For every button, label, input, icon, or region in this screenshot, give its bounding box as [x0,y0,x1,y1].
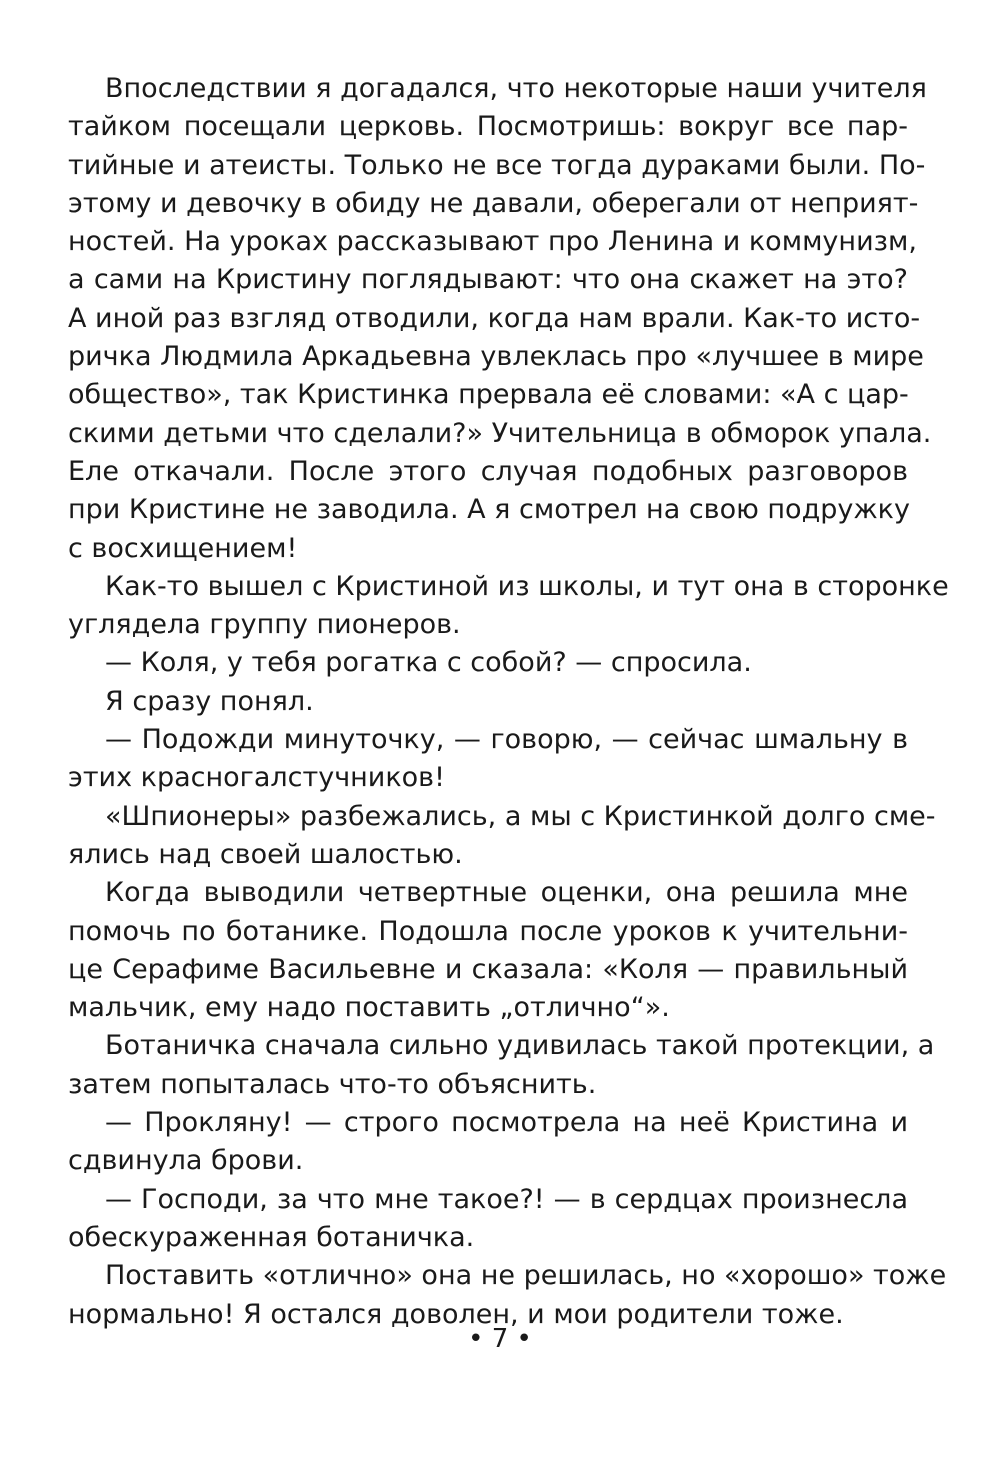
text-line: при Кристине не заводила. А я смотрел на свою подружку [68,494,910,526]
text-line: «Шпионеры» разбежались, а мы с Кристинкой долго сме- [105,800,936,832]
page-number: • 7 • [468,1324,532,1354]
text-line: мальчик, ему надо поставить „отлично“». [68,992,670,1024]
text-line: тайком посещали церковь. Посмотришь: вокруг все пар- [68,111,908,143]
text-line: — Подожди минуточку, — говорю, — сейчас шмальну в [105,724,908,756]
text-line: тийные и атеисты. Только не все тогда дураками были. По- [68,149,926,181]
text-line: Как-то вышел с Кристиной из школы, и тут она в сторонке [105,570,949,602]
text-line: Впоследствии я догадался, что некоторые наши учителя [105,73,927,104]
text-line: ностей. На уроках рассказывают про Ленина и коммунизм, [68,226,917,258]
text-line: Еле откачали. После этого случая подобных разговоров [68,455,908,487]
text-line: — Прокляну! — строго посмотрела на неё Кристина и [105,1107,908,1139]
text-line: Когда выводили четвертные оценки, она решила мне [105,877,908,909]
text-line: це Серафиме Васильевне и сказала: «Коля — правильный [68,953,908,985]
text-line: Поставить «отлично» она не решилась, но «хорошо» тоже [105,1260,947,1292]
text-line: с восхищением! [68,532,298,564]
text-line: углядела группу пионеров. [68,609,461,641]
text-line: скими детьми что сделали?» Учительница в обморок упала. [68,417,932,449]
text-line: Ботаничка сначала сильно удивилась такой протекции, а [105,1030,935,1062]
body-text [68,70,949,1334]
text-line: ялись над своей шалостью. [68,838,463,870]
text-line: общество», так Кристинка прервала её словами: «А с цар- [68,379,909,411]
text-line: А иной раз взгляд отводили, когда нам врали. Как-то исто- [68,302,921,334]
text-line: ричка Людмила Аркадьевна увлеклась про «лучшее в мире [68,341,924,373]
text-line: сдвинула брови. [68,1145,304,1177]
text-line: — Господи, за что мне такое?! — в сердцах произнесла [105,1183,908,1215]
text-line: нормально! Я остался доволен, и мои родители тоже. [68,1298,844,1330]
text-line: а сами на Кристину поглядывают: что она скажет на это? [68,264,908,296]
text-line: обескураженная ботаничка. [68,1221,475,1253]
text-line: затем попыталась что-то объяснить. [68,1068,597,1100]
text-line: этих красногалстучников! [68,762,445,794]
text-line: Я сразу понял. [105,685,314,717]
text-line: помочь по ботанике. Подошла после уроков к учительни- [68,915,908,947]
text-line: — Коля, у тебя рогатка с собой? — спросила. [105,647,752,679]
text-line: этому и девочку в обиду не давали, оберегали от неприят- [68,187,919,219]
